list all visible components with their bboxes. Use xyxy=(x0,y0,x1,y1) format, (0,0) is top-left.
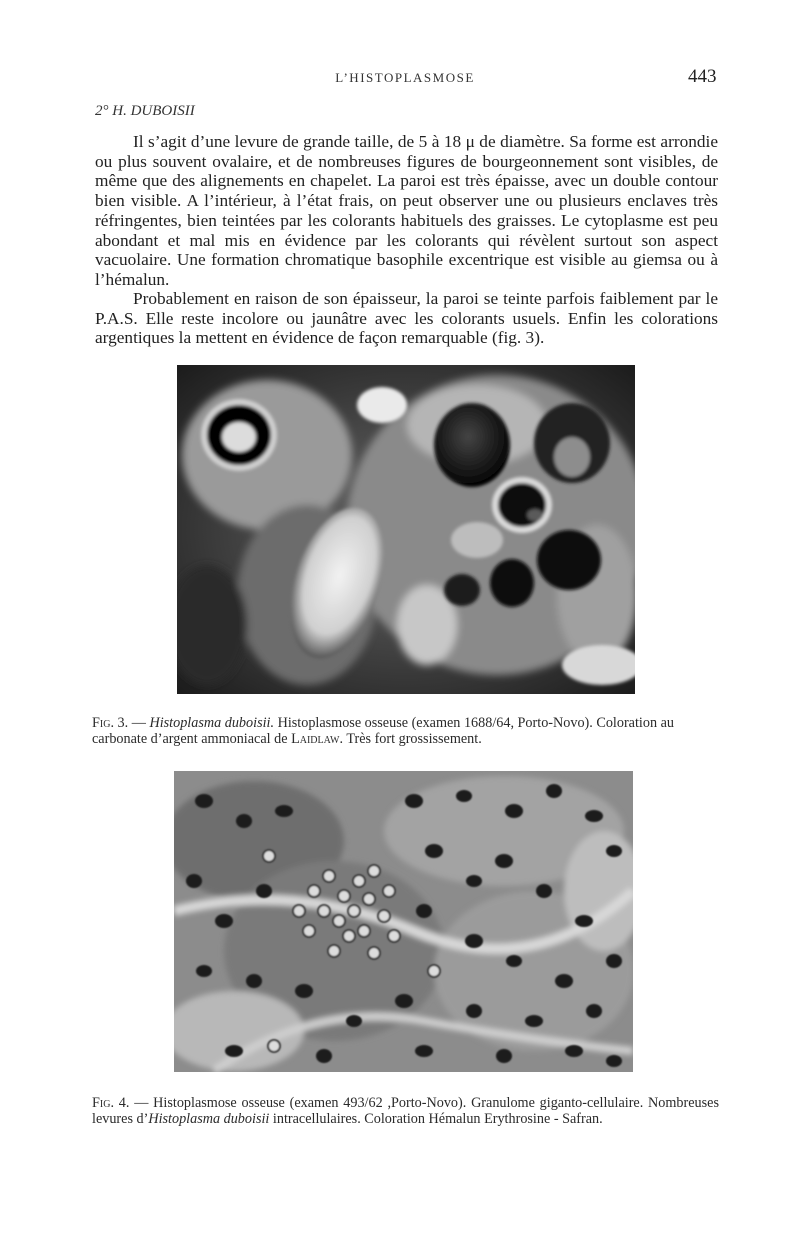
figure-4-image xyxy=(174,771,633,1072)
figure-4-text-a: — Histoplasmose osseuse (examen 493/62 ,Porto-Novo). Granulome giganto-cellulaire. Nombreuses levures d’ xyxy=(92,1095,719,1127)
figure-3-image xyxy=(177,365,635,694)
figure-4-text-b: intracellulaires. Coloration Hémalun Erythrosine - Safran. xyxy=(269,1111,603,1127)
figure-3-author: Laidlaw xyxy=(291,731,340,747)
paragraph-1: Il s’agit d’une levure de grande taille, de 5 à 18 μ de diamètre. Sa forme est arrondie ou plus souvent ovalaire, et de nombreuses figures de bourgeonnement sont visibles, de même que des alignements en chapelet. La paroi est très épaisse, avec un double contour bien visible. A l’intérieur, à l’état frais, on peut observer une ou plusieurs enclaves très réfringentes, bien teintées par les colorants habituels des graisses. Le cytoplasme est peu abondant et mal mis en évidence par les colorants qui révèlent surtout son aspect vacuolaire. Une formation chromatique basophile excentrique est visible au giemsa ou à l’hémalun. xyxy=(95,132,718,289)
page-number: 443 xyxy=(688,66,717,87)
section-number: 2° xyxy=(95,103,109,119)
figure-4-species: Histoplasma duboisii xyxy=(148,1111,270,1127)
figure-3-caption xyxy=(92,715,719,747)
section-heading xyxy=(95,103,195,120)
running-title: L’HISTOPLASMOSE xyxy=(335,70,475,85)
figure-3-text-a: Histoplasmose osseuse (examen 1688/64, Porto-Novo). Coloration au carbonate d’argent ammoniacal de xyxy=(92,715,674,747)
figure-3-dash: — xyxy=(128,715,150,731)
figure-3-micrograph xyxy=(177,365,635,694)
figure-3-label: Fig. 3. xyxy=(92,715,129,731)
paragraph-2: Probablement en raison de son épaisseur, la paroi se teinte parfois faiblement par le P.A.S. Elle reste incolore ou jaunâtre avec les colorants usuels. Enfin les colorations argentiques la mettent en évidence de façon remarquable (fig. 3). xyxy=(95,289,718,348)
figure-4-micrograph xyxy=(174,771,633,1072)
section-title: H. DUBOISII xyxy=(112,103,195,119)
figure-3-species: Histoplasma duboisii. xyxy=(149,715,275,731)
figure-4-label: Fig. 4. xyxy=(92,1095,130,1111)
figure-4-caption xyxy=(92,1095,719,1127)
figure-3-text-b: . Très fort grossissement. xyxy=(339,731,482,747)
